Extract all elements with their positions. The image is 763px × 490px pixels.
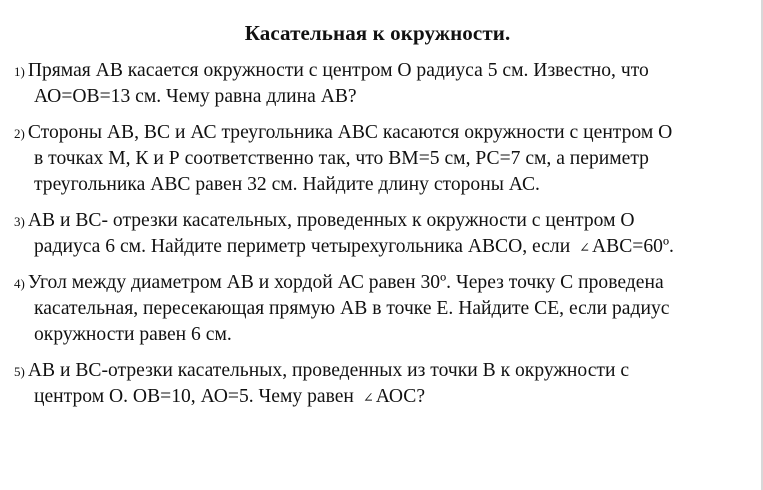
problem-4-line-1 <box>14 270 754 296</box>
problem-1-number: 1) <box>14 64 25 79</box>
problem-3-text-2-tail: АВС=60º. <box>592 236 674 257</box>
problem-3-line-2 <box>14 234 754 260</box>
problem-1 <box>14 58 754 110</box>
problem-2 <box>14 120 754 198</box>
problem-4-line-2: касательная, пересекающая прямую АВ в точке Е. Найдите СЕ, если радиус <box>34 298 670 319</box>
angle-symbol: ∠ <box>579 240 591 255</box>
problem-5-text-2-tail: АОС? <box>375 386 426 407</box>
problem-5-number: 5) <box>14 364 25 379</box>
problem-3 <box>14 208 754 260</box>
problem-5-text-2: центром О. ОВ=10, АО=5. Чему равен <box>34 386 359 407</box>
problem-5-line-1 <box>14 358 754 384</box>
problem-2-line-3: треугольника АВС равен 32 см. Найдите длину стороны АС. <box>34 174 540 195</box>
problem-2-number: 2) <box>14 126 25 141</box>
problem-3-text-2: радиуса 6 см. Найдите периметр четырехугольника АВСО, если <box>34 236 576 257</box>
problem-4 <box>14 270 754 348</box>
problem-5 <box>14 358 754 410</box>
problem-4-line-3: окружности равен 6 см. <box>34 324 232 345</box>
problem-5-line-2 <box>14 384 754 410</box>
problem-1-line-1 <box>14 58 754 84</box>
problem-2-text-1: Стороны АВ, ВС и АС треугольника АВС касаются окружности с центром О <box>27 122 673 143</box>
problem-1-line-2: АО=ОВ=13 см. Чему равна длина АВ? <box>34 86 357 107</box>
problem-5-text-1: АВ и ВС-отрезки касательных, проведенных из точки В к окружности с <box>27 360 630 381</box>
problem-2-line-2: в точках М, К и Р соответственно так, что ВМ=5 см, РС=7 см, а периметр <box>34 148 649 169</box>
problem-3-line-1 <box>14 208 754 234</box>
problem-3-text-1: АВ и ВС- отрезки касательных, проведенных к окружности с центром О <box>27 210 635 231</box>
problem-1-text-1: Прямая АВ касается окружности с центром О радиуса 5 см. Известно, что <box>27 60 649 81</box>
problem-4-text-1: Угол между диаметром АВ и хордой АС равен 30º. Через точку С проведена <box>27 272 664 293</box>
problem-3-number: 3) <box>14 214 25 229</box>
angle-symbol: ∠ <box>362 390 374 405</box>
worksheet-title: Касательная к окружности. <box>244 21 511 45</box>
problem-4-number: 4) <box>14 276 25 291</box>
problem-2-line-1 <box>14 120 754 146</box>
